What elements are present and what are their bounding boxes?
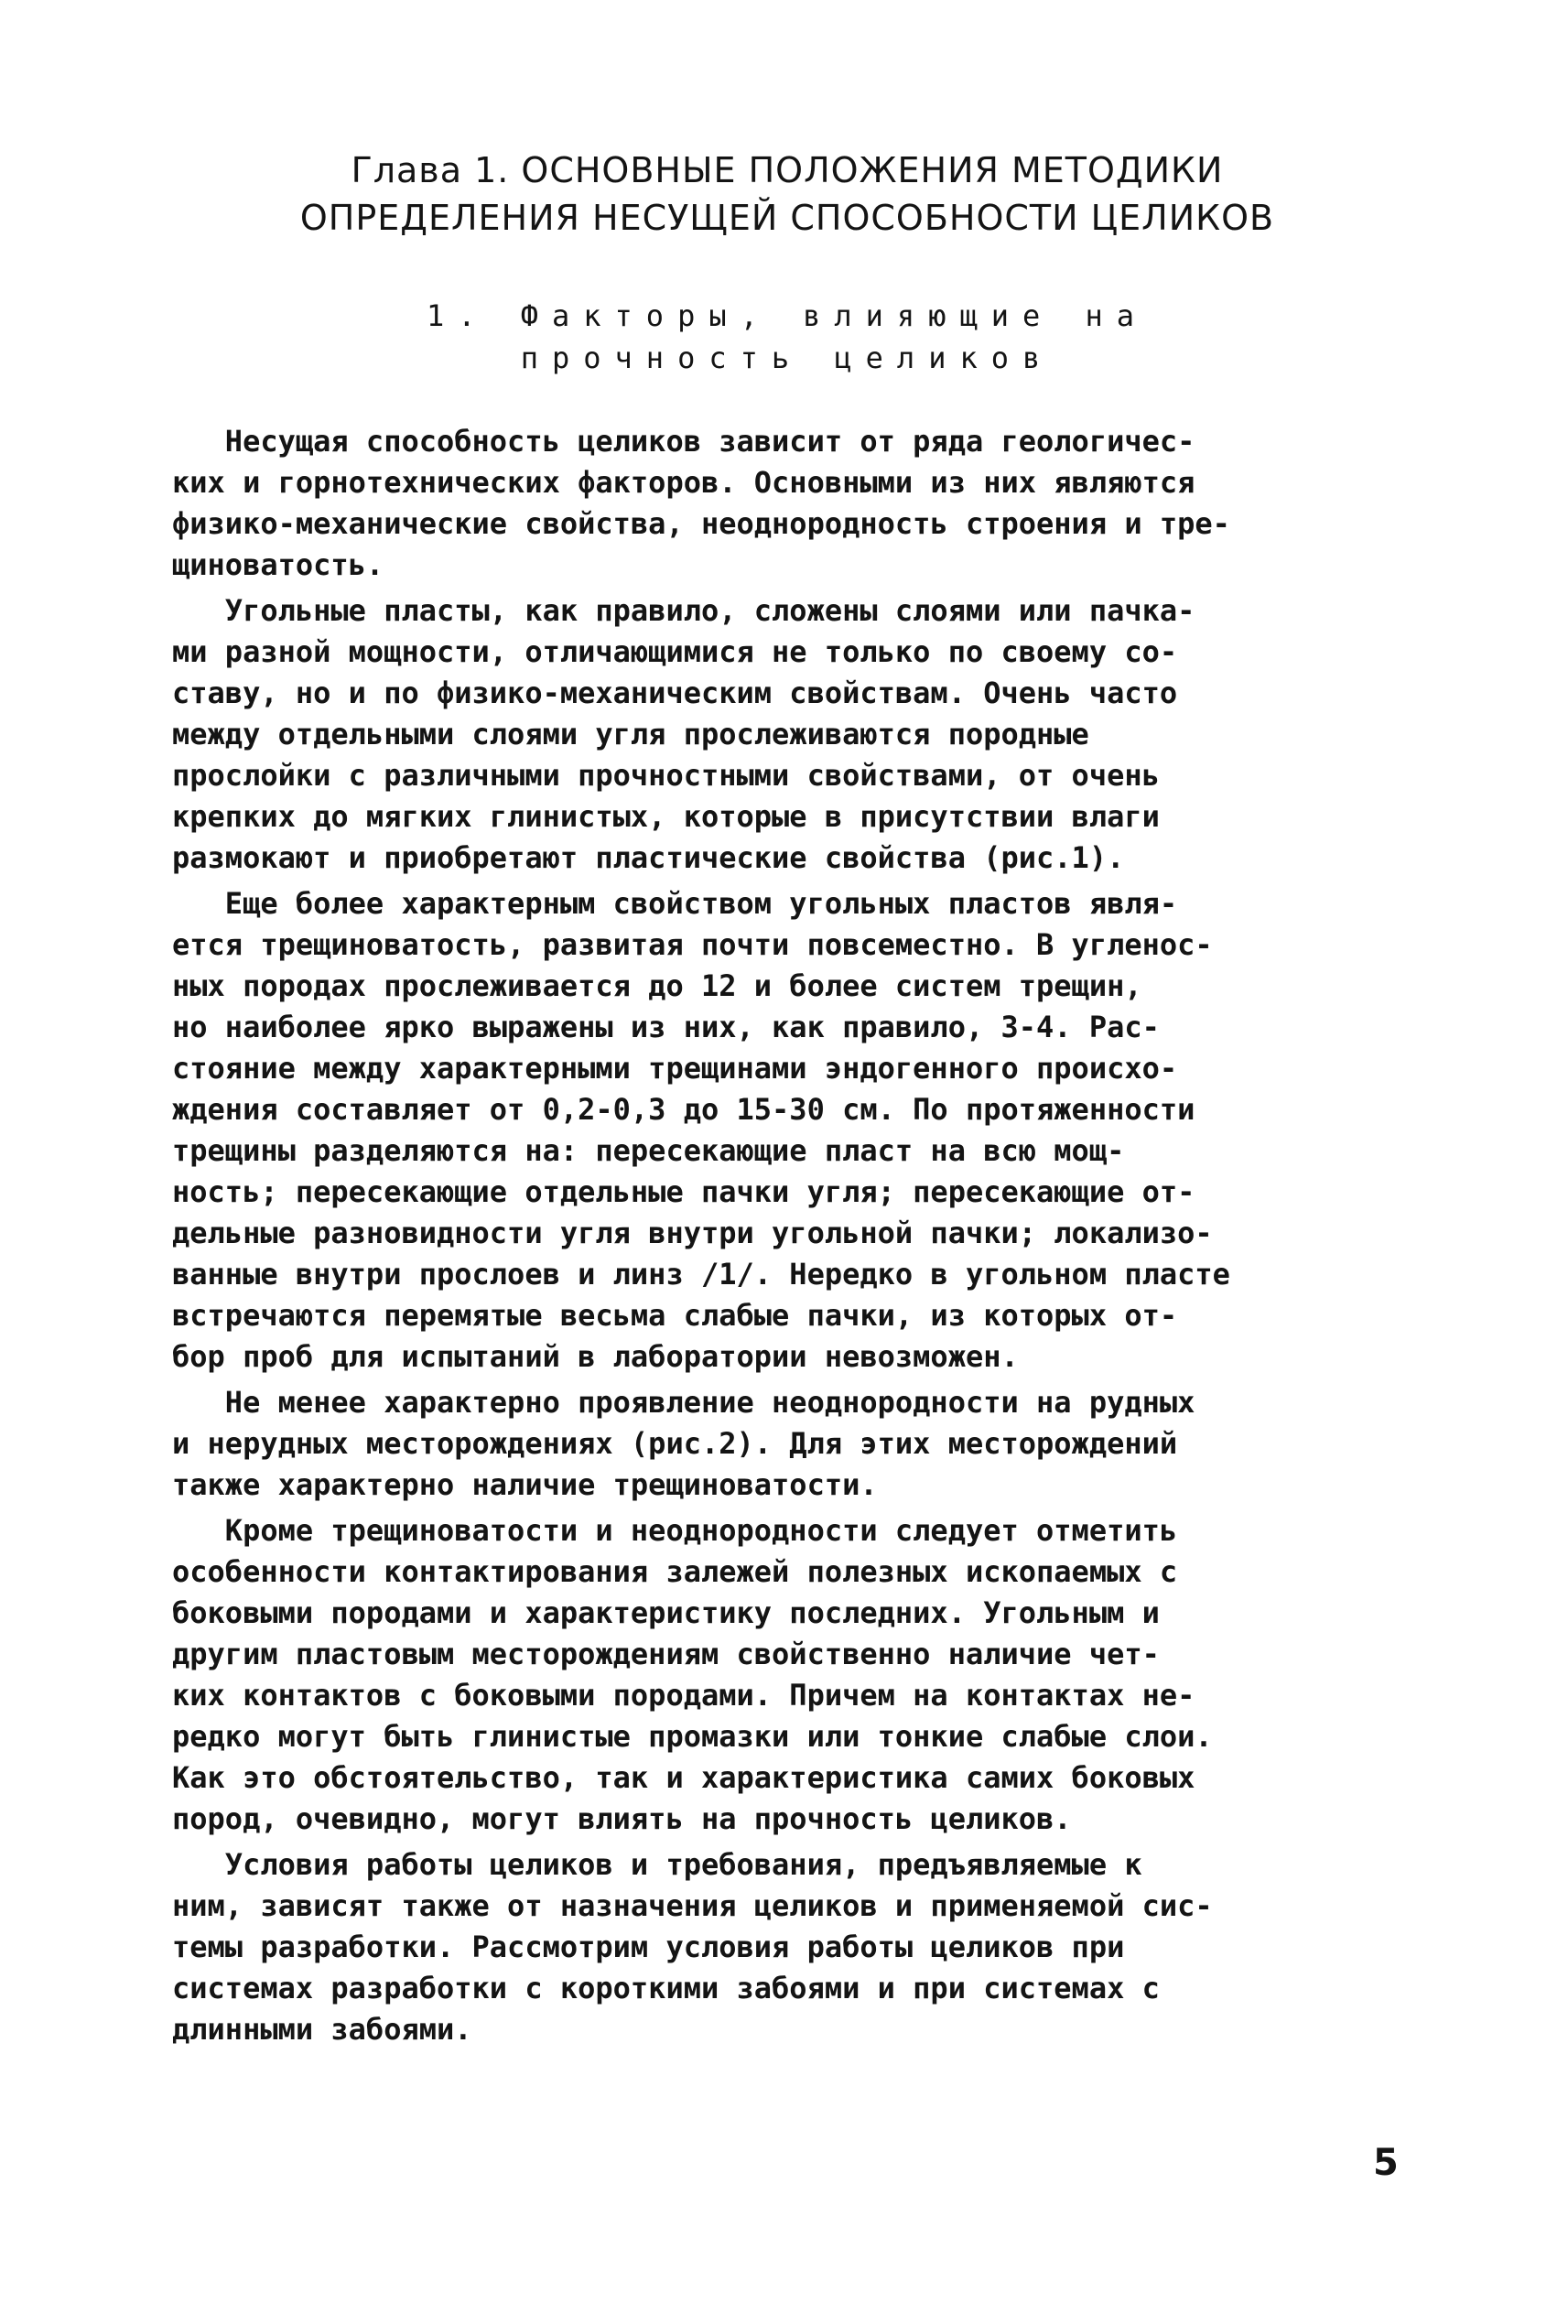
text-line: размокают и приобретают пластические свойства (рис.1). — [172, 840, 1125, 875]
text-line: Еще более характерным свойством угольных пластов явля- — [172, 886, 1178, 921]
text-line: Угольные пласты, как правило, сложены слоями или пачка- — [172, 593, 1195, 628]
text-line: крепких до мягких глинистых, которые в присутствии влаги — [172, 799, 1160, 834]
chapter-title — [146, 146, 1428, 242]
text-line: темы разработки. Рассмотрим условия работы целиков при — [172, 1929, 1125, 1964]
paragraph-3 — [172, 883, 1454, 1378]
text-line: но наиболее ярко выражены из них, как правило, 3-4. Рас- — [172, 1010, 1160, 1044]
page-number: 5 — [1373, 2142, 1399, 2184]
chapter-title-line-1: Глава 1. ОСНОВНЫЕ ПОЛОЖЕНИЯ МЕТОДИКИ — [351, 150, 1224, 190]
text-line: редко могут быть глинистые промазки или тонкие слабые слои. — [172, 1719, 1213, 1754]
paragraph-1 — [172, 421, 1454, 586]
section-heading-line-1: 1. Факторы, влияющие на — [426, 298, 1149, 333]
chapter-title-line-2: ОПРЕДЕЛЕНИЯ НЕСУЩЕЙ СПОСОБНОСТИ ЦЕЛИКОВ — [299, 198, 1275, 238]
text-line: ких контактов с боковыми породами. Причем на контактах не- — [172, 1678, 1195, 1713]
text-line: Условия работы целиков и требования, предъявляемые к — [172, 1847, 1142, 1882]
text-line: ется трещиноватость, развитая почти повсеместно. В угленос- — [172, 927, 1213, 962]
paragraph-2 — [172, 590, 1454, 879]
paragraph-6 — [172, 1844, 1454, 2050]
text-line: прослойки с различными прочностными свойствами, от очень — [172, 758, 1160, 793]
text-line: Не менее характерно проявление неоднородности на рудных — [172, 1385, 1195, 1420]
text-line: Кроме трещиноватости и неоднородности следует отметить — [172, 1513, 1178, 1548]
text-line: ванные внутри прослоев и линз /1/. Нередко в угольном пласте — [172, 1257, 1230, 1292]
text-line: ных породах прослеживается до 12 и более систем трещин, — [172, 968, 1142, 1003]
text-line: длинными забоями. — [172, 2012, 472, 2047]
text-line: ность; пересекающие отдельные пачки угля; пересекающие от- — [172, 1174, 1195, 1209]
text-line: ставу, но и по физико-механическим свойствам. Очень часто — [172, 676, 1178, 710]
text-line: ним, зависят также от назначения целиков и применяемой сис- — [172, 1888, 1213, 1923]
text-line: стояние между характерными трещинами эндогенного происхо- — [172, 1051, 1178, 1086]
text-line: и нерудных месторождениях (рис.2). Для этих месторождений — [172, 1426, 1178, 1461]
text-line: ких и горнотехнических факторов. Основными из них являются — [172, 465, 1195, 500]
text-line: Как это обстоятельство, так и характеристика самих боковых — [172, 1760, 1195, 1795]
text-line: трещины разделяются на: пересекающие пласт на всю мощ- — [172, 1133, 1125, 1168]
text-line: встречаются перемятые весьма слабые пачки, из которых от- — [172, 1298, 1178, 1333]
text-line: дельные разновидности угля внутри угольной пачки; локализо- — [172, 1216, 1213, 1250]
text-line: физико-механические свойства, неоднородность строения и тре- — [172, 506, 1230, 541]
text-line: системах разработки с короткими забоями и при системах с — [172, 1971, 1160, 2005]
paragraph-4 — [172, 1382, 1454, 1506]
text-line: также характерно наличие трещиноватости. — [172, 1467, 878, 1502]
section-heading — [201, 295, 1373, 379]
text-line: другим пластовым месторождениям свойственно наличие чет- — [172, 1637, 1160, 1671]
text-line: щиноватость. — [172, 547, 384, 582]
text-line: бор проб для испытаний в лаборатории невозможен. — [172, 1339, 1019, 1374]
text-line: особенности контактирования залежей полезных ископаемых с — [172, 1554, 1178, 1589]
text-line: ми разной мощности, отличающимися не только по своему со- — [172, 634, 1178, 669]
paragraph-5 — [172, 1510, 1454, 1840]
text-line: Несущая способность целиков зависит от ряда геологичес- — [172, 424, 1195, 459]
text-line: пород, очевидно, могут влиять на прочность целиков. — [172, 1801, 1072, 1836]
text-line: между отдельными слоями угля прослеживаются породные — [172, 717, 1089, 751]
text-line: ждения составляет от 0,2-0,3 до 15-30 см. По протяженности — [172, 1092, 1195, 1127]
text-line: боковыми породами и характеристику последних. Угольным и — [172, 1595, 1160, 1630]
section-heading-line-2: прочность целиков — [520, 340, 1054, 375]
body-text — [172, 421, 1454, 2055]
